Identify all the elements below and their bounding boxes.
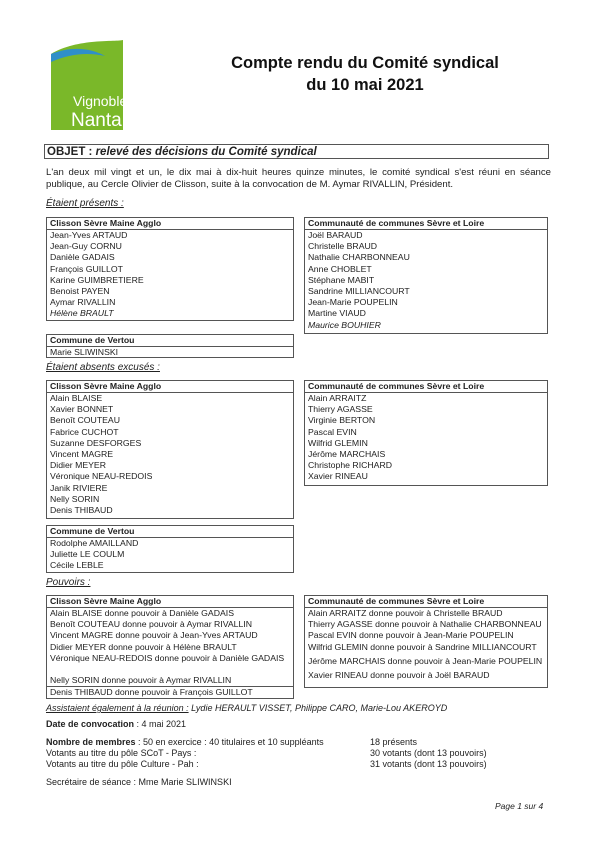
convocation-value: : 4 mai 2021 [134, 719, 187, 729]
pouvoirs-clisson-table [46, 595, 294, 699]
objet-value: relevé des décisions du Comité syndical [95, 146, 317, 158]
list-item: Martine VIAUD [308, 308, 366, 319]
list-item: Didier MEYER [50, 460, 106, 471]
list-item: Jean-Marie POUPELIN [308, 297, 398, 308]
table-header: Clisson Sèvre Maine Agglo [47, 381, 293, 393]
table-header: Commune de Vertou [47, 526, 293, 538]
list-item: Nathalie CHARBONNEAU [308, 252, 410, 263]
list-item: Benoît COUTEAU [50, 415, 121, 426]
objet-box [44, 144, 549, 159]
document-title-line1: Compte rendu du Comité syndical [231, 54, 499, 72]
list-item: Vincent MAGRE donne pouvoir à Jean-Yves ARTAUD [50, 630, 258, 641]
assistaient-value: Lydie HERAULT VISSET, Philippe CARO, Marie-Lou AKEROYD [188, 703, 448, 713]
list-item: Rodolphe AMAILLAND [50, 538, 139, 548]
list-item: Alain ARRAITZ [308, 393, 367, 403]
table-header: Communauté de communes Sèvre et Loire [305, 381, 547, 393]
list-item: Karine GUIMBRETIERE [50, 274, 144, 285]
list-item: Xavier BONNET [50, 404, 114, 415]
list-item: Aymar RIVALLIN [50, 297, 116, 308]
list-item: Maurice BOUHIER [308, 319, 381, 330]
table-header: Commune de Vertou [47, 335, 293, 347]
convocation-line [46, 719, 186, 730]
table-header: Communauté de communes Sèvre et Loire [305, 596, 547, 608]
scot-value: 30 votants (dont 13 pouvoirs) [370, 748, 487, 758]
list-item: Thierry AGASSE donne pouvoir à Nathalie CHARBONNEAU [308, 619, 542, 630]
presents-sevre-table [304, 217, 548, 334]
assistaient-line [46, 703, 447, 714]
list-item: Jérôme MARCHAIS [308, 448, 386, 459]
intro-paragraph: L'an deux mil vingt et un, le dix mai à dix-huit heures quinze minutes, le comité syndical s'est réuni en séance publique, au Cercle Olivier de Clisson, suite à la convocation de M. Aymar RIVALLIN, Président. [46, 167, 551, 190]
list-item: Denis THIBAUD donne pouvoir à François GUILLOT [50, 686, 253, 697]
list-item: Stéphane MABIT [308, 274, 375, 285]
logo-text-line1: Vignoble [73, 93, 128, 109]
list-item: Benoist PAYEN [50, 285, 110, 296]
list-item: Wilfrid GLEMIN donne pouvoir à Sandrine MILLIANCOURT [308, 641, 537, 652]
secretaire-line: Secrétaire de séance : Mme Marie SLIWINSKI [46, 777, 232, 787]
list-item: Véronique NEAU-REDOIS donne pouvoir à Danièle GADAIS [50, 652, 285, 663]
absents-heading: Étaient absents excusés : [46, 362, 160, 373]
document-title-line2: du 10 mai 2021 [306, 76, 424, 94]
logo-graphic [47, 40, 151, 130]
membres-label: Nombre de membres [46, 737, 136, 747]
presents-clisson-table [46, 217, 294, 321]
list-item: Alain BLAISE donne pouvoir à Danièle GADAIS [50, 608, 234, 618]
pah-label: Votants au titre du pôle Culture - Pah : [46, 759, 199, 769]
list-item: Alain ARRAITZ donne pouvoir à Christelle BRAUD [308, 608, 503, 618]
list-item: Benoît COUTEAU donne pouvoir à Aymar RIVALLIN [50, 619, 252, 630]
membres-value: : 50 en exercice : 40 titulaires et 10 suppléants [135, 737, 324, 747]
list-item: Christophe RICHARD [308, 460, 393, 471]
table-header: Clisson Sèvre Maine Agglo [47, 596, 293, 608]
list-item: Thierry AGASSE [308, 404, 373, 415]
list-item: Hélène BRAULT [50, 308, 114, 319]
list-item: Vincent MAGRE [50, 448, 114, 459]
list-item: Jérôme MARCHAIS donne pouvoir à Jean-Marie POUPELIN [308, 655, 543, 666]
list-item: Jean-Yves ARTAUD [50, 230, 128, 240]
pah-value: 31 votants (dont 13 pouvoirs) [370, 759, 487, 769]
list-item: Denis THIBAUD [50, 504, 113, 515]
list-item: Fabrice CUCHOT [50, 426, 119, 437]
list-item: Suzanne DESFORGES [50, 437, 142, 448]
list-item: Xavier RINEAU [308, 471, 368, 482]
list-item: Janik RIVIERE [50, 482, 108, 493]
absents-sevre-table [304, 380, 548, 486]
list-item: Didier MEYER donne pouvoir à Hélène BRAULT [50, 641, 237, 652]
list-item: François GUILLOT [50, 263, 123, 274]
list-item: Alain BLAISE [50, 393, 103, 403]
list-item: Joël BARAUD [308, 230, 363, 240]
assistaient-label: Assistaient également à la réunion : [46, 703, 189, 713]
list-item: Véronique NEAU-REDOIS [50, 471, 153, 482]
presents-count: 18 présents [370, 737, 418, 747]
list-item: Juliette LE COULM [50, 549, 125, 560]
table-header: Clisson Sèvre Maine Agglo [47, 218, 293, 230]
list-item: Pascal EVIN donne pouvoir à Jean-Marie POUPELIN [308, 630, 514, 641]
page-number: Page 1 sur 4 [495, 801, 544, 811]
presents-heading: Étaient présents : [46, 198, 124, 209]
list-item: Wilfrid GLEMIN [308, 437, 368, 448]
list-item: Nelly SORIN donne pouvoir à Aymar RIVALLIN [47, 675, 293, 687]
table-header: Communauté de communes Sèvre et Loire [305, 218, 547, 230]
objet-label: OBJET : [47, 146, 93, 158]
pouvoirs-sevre-table [304, 595, 548, 688]
vignoble-nantais-logo [47, 40, 151, 130]
list-item: Xavier RINEAU donne pouvoir à Joël BARAUD [308, 669, 490, 680]
absents-vertou-table [46, 525, 294, 573]
list-item: Pascal EVIN [308, 426, 357, 437]
presents-vertou-table [46, 334, 294, 358]
list-item: Anne CHOBLET [308, 263, 372, 274]
list-item: Virginie BERTON [308, 415, 376, 426]
convocation-label: Date de convocation [46, 719, 135, 729]
absents-clisson-table [46, 380, 294, 519]
list-item: Nelly SORIN [50, 493, 100, 504]
scot-label: Votants au titre du pôle SCoT - Pays : [46, 748, 197, 758]
list-item: Christelle BRAUD [308, 241, 378, 252]
list-item: Sandrine MILLIANCOURT [308, 285, 410, 296]
list-item: Cécile LEBLE [50, 560, 104, 571]
list-item: Marie SLIWINSKI [50, 347, 119, 357]
list-item: Jean-Guy CORNU [50, 241, 122, 252]
logo-text-line2: Nantais [71, 110, 136, 130]
list-item: Danièle GADAIS [50, 252, 115, 263]
pouvoirs-heading: Pouvoirs : [46, 577, 91, 588]
membres-line [46, 737, 324, 748]
